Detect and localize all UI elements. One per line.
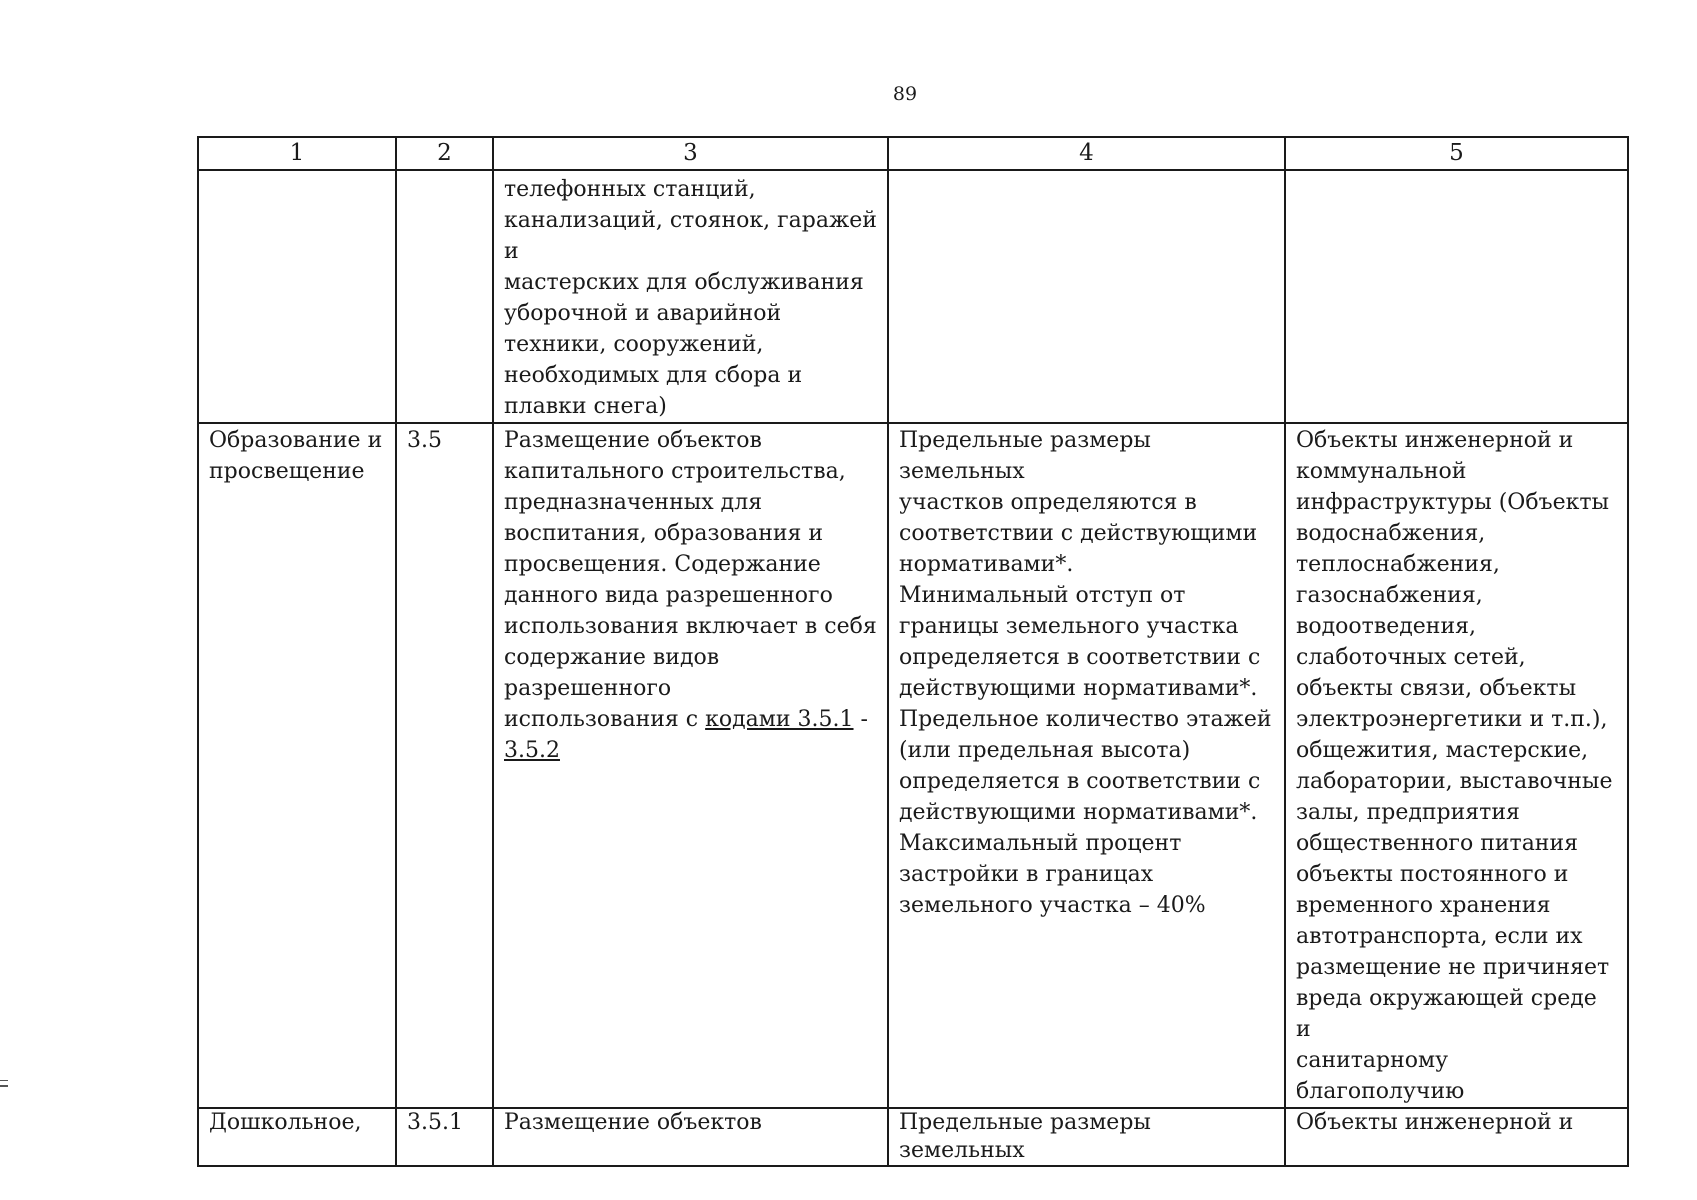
- cell-parameters: Предельные размеры земельных участков определяются в соответствии с действующими нормативами*. Минимальный отступ от границы земельного участка определяется в соответствии с действующими нормативами*. Предельное количество этажей (или предельная высота) определяется в соответствии с действующими нормативами*. Максимальный процент застройки в границах земельного участка – 40%: [888, 423, 1285, 1108]
- header-col-3: 3: [493, 137, 888, 170]
- cell-auxiliary-uses: [1285, 170, 1628, 423]
- cell-use-code: 3.5.1: [396, 1108, 493, 1166]
- description-text: Размещение объектов капитального строительства, предназначенных для воспитания, образования и просвещения. Содержание данного вида разрешенного использования включает в себя содержание видов разрешенного использования с: [504, 428, 877, 732]
- header-col-1: 1: [198, 137, 396, 170]
- cell-use-description: телефонных станций, канализаций, стоянок, гаражей и мастерских для обслуживания уборочной и аварийной техники, сооружений, необходимых для сбора и плавки снега): [493, 170, 888, 423]
- cell-parameters: Предельные размеры земельных: [888, 1108, 1285, 1166]
- cell-auxiliary-uses: Объекты инженерной и: [1285, 1108, 1628, 1166]
- description-separator: -: [860, 707, 868, 732]
- header-col-2: 2: [396, 137, 493, 170]
- cell-use-code: 3.5: [396, 423, 493, 1108]
- code-link-3-5-2[interactable]: 3.5.2: [504, 738, 560, 763]
- table-body: [198, 170, 1628, 1166]
- table-header: [198, 137, 1628, 170]
- table-row-education: [198, 423, 1628, 1108]
- codes-link[interactable]: кодами 3.5.1: [705, 707, 854, 732]
- land-use-table-container: [197, 136, 1627, 1167]
- land-use-table: [197, 136, 1629, 1167]
- cell-parameters: [888, 170, 1285, 423]
- margin-mark: [0, 1080, 8, 1082]
- header-col-4: 4: [888, 137, 1285, 170]
- cell-use-code: [396, 170, 493, 423]
- page-number: 89: [892, 83, 918, 105]
- cell-use-description: [493, 423, 888, 1108]
- cell-use-description: Размещение объектов: [493, 1108, 888, 1166]
- cell-use-name: Дошкольное,: [198, 1108, 396, 1166]
- header-row: [198, 137, 1628, 170]
- cell-auxiliary-uses: Объекты инженерной и коммунальной инфраструктуры (Объекты водоснабжения, теплоснабжения, газоснабжения, водоотведения, слаботочных сетей, объекты связи, объекты электроэнергетики и т.п.), общежития, мастерские, лаборатории, выставочные залы, предприятия общественного питания объекты постоянного и временного хранения автотранспорта, если их размещение не причиняет вреда окружающей среде и санитарному благополучию: [1285, 423, 1628, 1108]
- header-col-5: 5: [1285, 137, 1628, 170]
- table-row-preschool: [198, 1108, 1628, 1166]
- table-row-continuation: [198, 170, 1628, 423]
- cell-use-name: Образование и просвещение: [198, 423, 396, 1108]
- cell-use-name: [198, 170, 396, 423]
